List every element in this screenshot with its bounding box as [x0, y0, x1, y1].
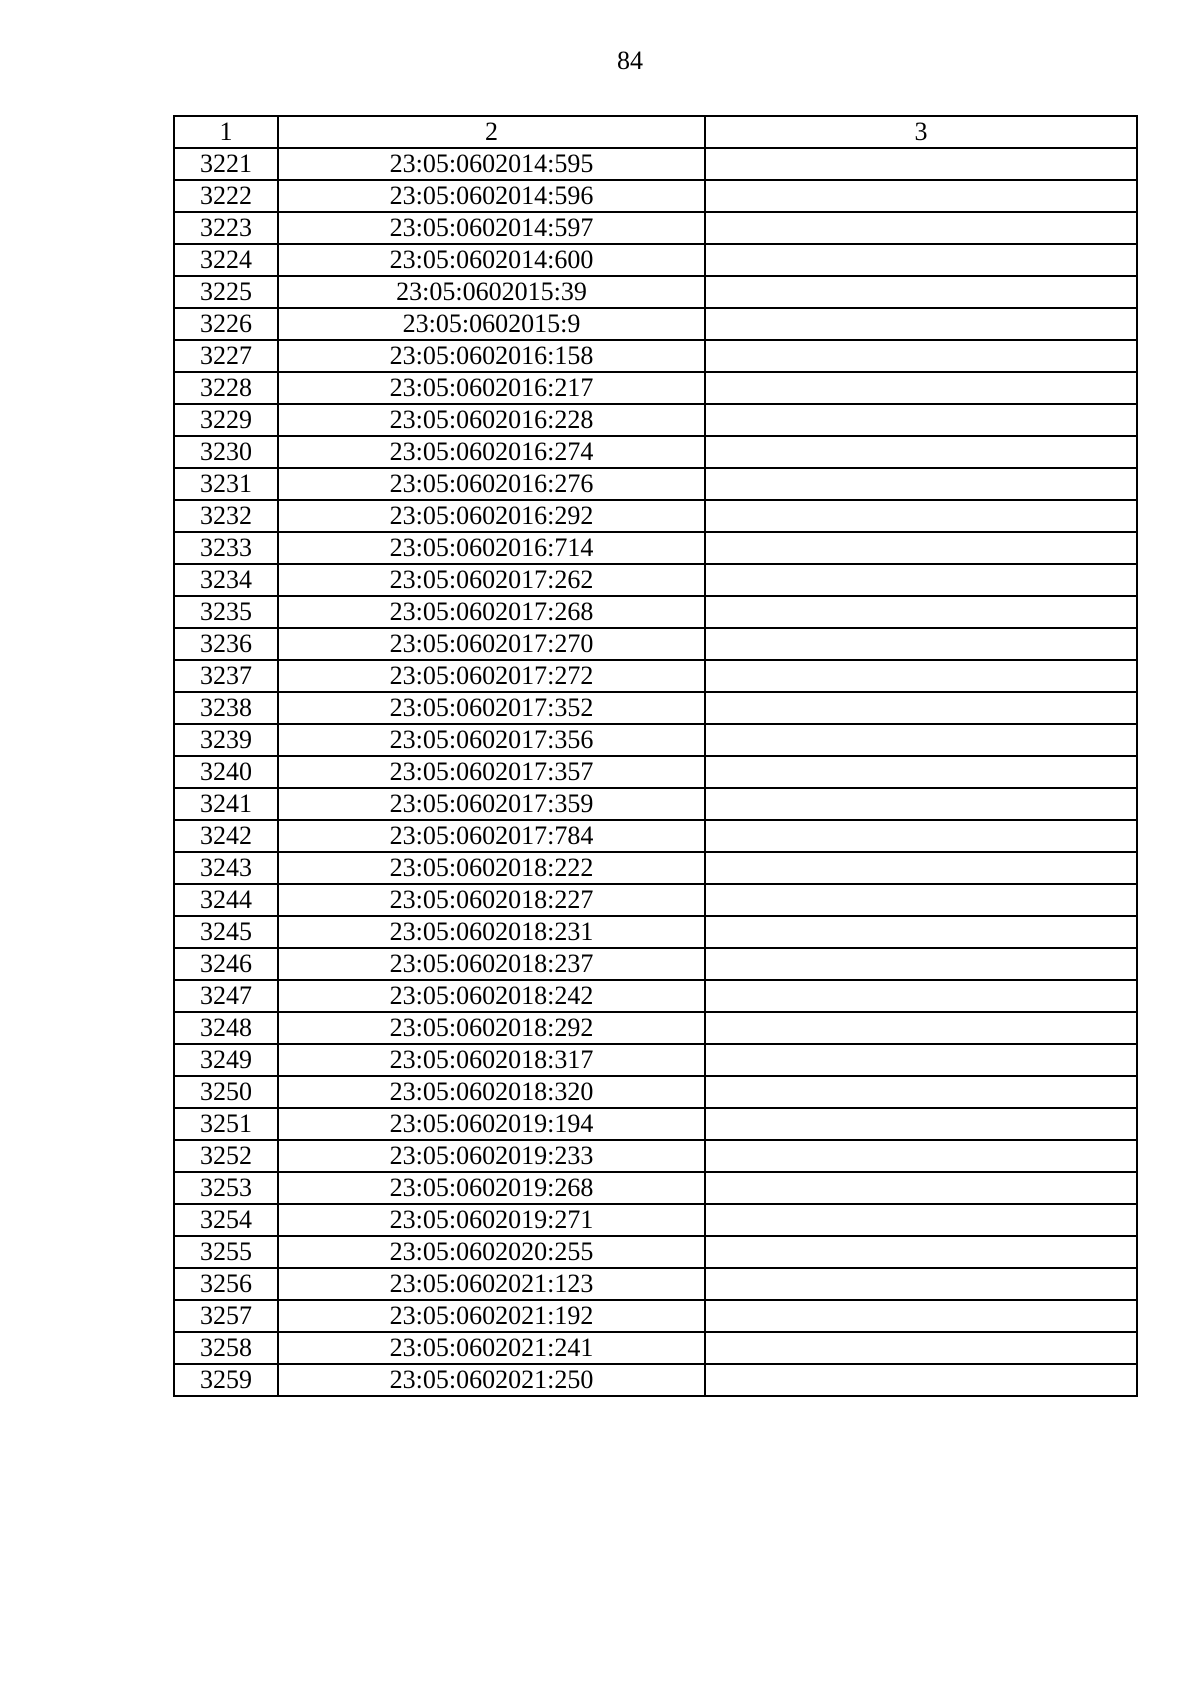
table-row: [174, 308, 1137, 340]
table-row: [174, 1364, 1137, 1396]
cadastral-number-cell: 23:05:0602018:231: [278, 916, 705, 948]
table-row: [174, 820, 1137, 852]
row-number-cell: 3238: [174, 692, 278, 724]
note-cell: [705, 1204, 1137, 1236]
note-cell: [705, 916, 1137, 948]
note-cell: [705, 1268, 1137, 1300]
row-number-cell: 3239: [174, 724, 278, 756]
column-header-2: 2: [278, 116, 705, 148]
row-number-cell: 3227: [174, 340, 278, 372]
note-cell: [705, 212, 1137, 244]
cadastral-number-cell: 23:05:0602014:600: [278, 244, 705, 276]
cadastral-number-cell: 23:05:0602017:270: [278, 628, 705, 660]
note-cell: [705, 724, 1137, 756]
row-number-cell: 3228: [174, 372, 278, 404]
row-number-cell: 3223: [174, 212, 278, 244]
note-cell: [705, 340, 1137, 372]
table-row: [174, 852, 1137, 884]
row-number-cell: 3250: [174, 1076, 278, 1108]
table-row: [174, 148, 1137, 180]
row-number-cell: 3247: [174, 980, 278, 1012]
table-row: [174, 180, 1137, 212]
cadastral-number-cell: 23:05:0602021:192: [278, 1300, 705, 1332]
row-number-cell: 3257: [174, 1300, 278, 1332]
note-cell: [705, 404, 1137, 436]
note-cell: [705, 788, 1137, 820]
note-cell: [705, 1012, 1137, 1044]
cadastral-number-cell: 23:05:0602014:595: [278, 148, 705, 180]
row-number-cell: 3226: [174, 308, 278, 340]
row-number-cell: 3237: [174, 660, 278, 692]
cadastral-number-cell: 23:05:0602017:268: [278, 596, 705, 628]
row-number-cell: 3234: [174, 564, 278, 596]
cadastral-number-cell: 23:05:0602018:320: [278, 1076, 705, 1108]
cadastral-number-cell: 23:05:0602018:227: [278, 884, 705, 916]
note-cell: [705, 564, 1137, 596]
row-number-cell: 3255: [174, 1236, 278, 1268]
row-number-cell: 3252: [174, 1140, 278, 1172]
data-table: [173, 115, 1138, 1397]
cadastral-number-cell: 23:05:0602016:228: [278, 404, 705, 436]
row-number-cell: 3225: [174, 276, 278, 308]
cadastral-number-cell: 23:05:0602019:268: [278, 1172, 705, 1204]
table-row: [174, 1012, 1137, 1044]
table-row: [174, 628, 1137, 660]
row-number-cell: 3243: [174, 852, 278, 884]
table-row: [174, 468, 1137, 500]
row-number-cell: 3230: [174, 436, 278, 468]
table-header-row: [174, 116, 1137, 148]
cadastral-number-cell: 23:05:0602015:39: [278, 276, 705, 308]
cadastral-number-cell: 23:05:0602018:222: [278, 852, 705, 884]
cadastral-number-cell: 23:05:0602017:359: [278, 788, 705, 820]
table-row: [174, 1076, 1137, 1108]
cadastral-number-cell: 23:05:0602021:123: [278, 1268, 705, 1300]
table-row: [174, 980, 1137, 1012]
cadastral-number-cell: 23:05:0602017:784: [278, 820, 705, 852]
table-row: [174, 1140, 1137, 1172]
row-number-cell: 3246: [174, 948, 278, 980]
row-number-cell: 3233: [174, 532, 278, 564]
note-cell: [705, 436, 1137, 468]
row-number-cell: 3244: [174, 884, 278, 916]
row-number-cell: 3242: [174, 820, 278, 852]
row-number-cell: 3231: [174, 468, 278, 500]
cadastral-number-cell: 23:05:0602019:194: [278, 1108, 705, 1140]
note-cell: [705, 500, 1137, 532]
row-number-cell: 3249: [174, 1044, 278, 1076]
row-number-cell: 3253: [174, 1172, 278, 1204]
cadastral-number-cell: 23:05:0602016:276: [278, 468, 705, 500]
table-row: [174, 340, 1137, 372]
table-row: [174, 1236, 1137, 1268]
row-number-cell: 3251: [174, 1108, 278, 1140]
row-number-cell: 3229: [174, 404, 278, 436]
table-row: [174, 1300, 1137, 1332]
note-cell: [705, 980, 1137, 1012]
note-cell: [705, 1364, 1137, 1396]
note-cell: [705, 692, 1137, 724]
row-number-cell: 3240: [174, 756, 278, 788]
note-cell: [705, 820, 1137, 852]
row-number-cell: 3224: [174, 244, 278, 276]
row-number-cell: 3222: [174, 180, 278, 212]
cadastral-number-cell: 23:05:0602021:241: [278, 1332, 705, 1364]
note-cell: [705, 948, 1137, 980]
cadastral-number-cell: 23:05:0602016:217: [278, 372, 705, 404]
row-number-cell: 3258: [174, 1332, 278, 1364]
note-cell: [705, 1332, 1137, 1364]
cadastral-number-cell: 23:05:0602021:250: [278, 1364, 705, 1396]
note-cell: [705, 1172, 1137, 1204]
row-number-cell: 3256: [174, 1268, 278, 1300]
cadastral-number-cell: 23:05:0602016:158: [278, 340, 705, 372]
cadastral-number-cell: 23:05:0602017:352: [278, 692, 705, 724]
note-cell: [705, 884, 1137, 916]
note-cell: [705, 532, 1137, 564]
table-row: [174, 1108, 1137, 1140]
row-number-cell: 3236: [174, 628, 278, 660]
note-cell: [705, 660, 1137, 692]
table-row: [174, 1204, 1137, 1236]
table-row: [174, 756, 1137, 788]
row-number-cell: 3248: [174, 1012, 278, 1044]
table-row: [174, 404, 1137, 436]
cadastral-number-cell: 23:05:0602018:317: [278, 1044, 705, 1076]
cadastral-number-cell: 23:05:0602014:596: [278, 180, 705, 212]
note-cell: [705, 628, 1137, 660]
note-cell: [705, 1044, 1137, 1076]
note-cell: [705, 468, 1137, 500]
table-row: [174, 788, 1137, 820]
cadastral-number-cell: 23:05:0602018:242: [278, 980, 705, 1012]
cadastral-number-cell: 23:05:0602020:255: [278, 1236, 705, 1268]
note-cell: [705, 308, 1137, 340]
row-number-cell: 3232: [174, 500, 278, 532]
note-cell: [705, 148, 1137, 180]
table-row: [174, 1044, 1137, 1076]
table-row: [174, 1268, 1137, 1300]
table-row: [174, 1332, 1137, 1364]
cadastral-number-cell: 23:05:0602019:271: [278, 1204, 705, 1236]
table-row: [174, 596, 1137, 628]
table-row: [174, 660, 1137, 692]
cadastral-number-cell: 23:05:0602016:292: [278, 500, 705, 532]
cadastral-number-cell: 23:05:0602014:597: [278, 212, 705, 244]
row-number-cell: 3245: [174, 916, 278, 948]
row-number-cell: 3221: [174, 148, 278, 180]
cadastral-number-cell: 23:05:0602018:292: [278, 1012, 705, 1044]
note-cell: [705, 244, 1137, 276]
note-cell: [705, 756, 1137, 788]
note-cell: [705, 276, 1137, 308]
column-header-3: 3: [705, 116, 1137, 148]
row-number-cell: 3254: [174, 1204, 278, 1236]
note-cell: [705, 1076, 1137, 1108]
table-row: [174, 500, 1137, 532]
row-number-cell: 3241: [174, 788, 278, 820]
row-number-cell: 3235: [174, 596, 278, 628]
cadastral-number-cell: 23:05:0602019:233: [278, 1140, 705, 1172]
cadastral-number-cell: 23:05:0602017:272: [278, 660, 705, 692]
cadastral-number-cell: 23:05:0602017:356: [278, 724, 705, 756]
cadastral-number-cell: 23:05:0602016:714: [278, 532, 705, 564]
table-row: [174, 948, 1137, 980]
note-cell: [705, 1236, 1137, 1268]
cadastral-number-cell: 23:05:0602016:274: [278, 436, 705, 468]
table-body: [174, 148, 1137, 1396]
table-row: [174, 436, 1137, 468]
column-header-1: 1: [174, 116, 278, 148]
note-cell: [705, 596, 1137, 628]
table-row: [174, 532, 1137, 564]
table-row: [174, 692, 1137, 724]
page-number: 84: [617, 46, 643, 75]
note-cell: [705, 852, 1137, 884]
table-row: [174, 884, 1137, 916]
table-row: [174, 212, 1137, 244]
cadastral-number-cell: 23:05:0602017:357: [278, 756, 705, 788]
table-row: [174, 276, 1137, 308]
cadastral-number-cell: 23:05:0602017:262: [278, 564, 705, 596]
note-cell: [705, 180, 1137, 212]
table-row: [174, 564, 1137, 596]
table-row: [174, 724, 1137, 756]
table-row: [174, 244, 1137, 276]
note-cell: [705, 1108, 1137, 1140]
table-row: [174, 372, 1137, 404]
note-cell: [705, 372, 1137, 404]
note-cell: [705, 1140, 1137, 1172]
cadastral-number-cell: 23:05:0602015:9: [278, 308, 705, 340]
table-row: [174, 916, 1137, 948]
note-cell: [705, 1300, 1137, 1332]
table-row: [174, 1172, 1137, 1204]
cadastral-number-cell: 23:05:0602018:237: [278, 948, 705, 980]
row-number-cell: 3259: [174, 1364, 278, 1396]
